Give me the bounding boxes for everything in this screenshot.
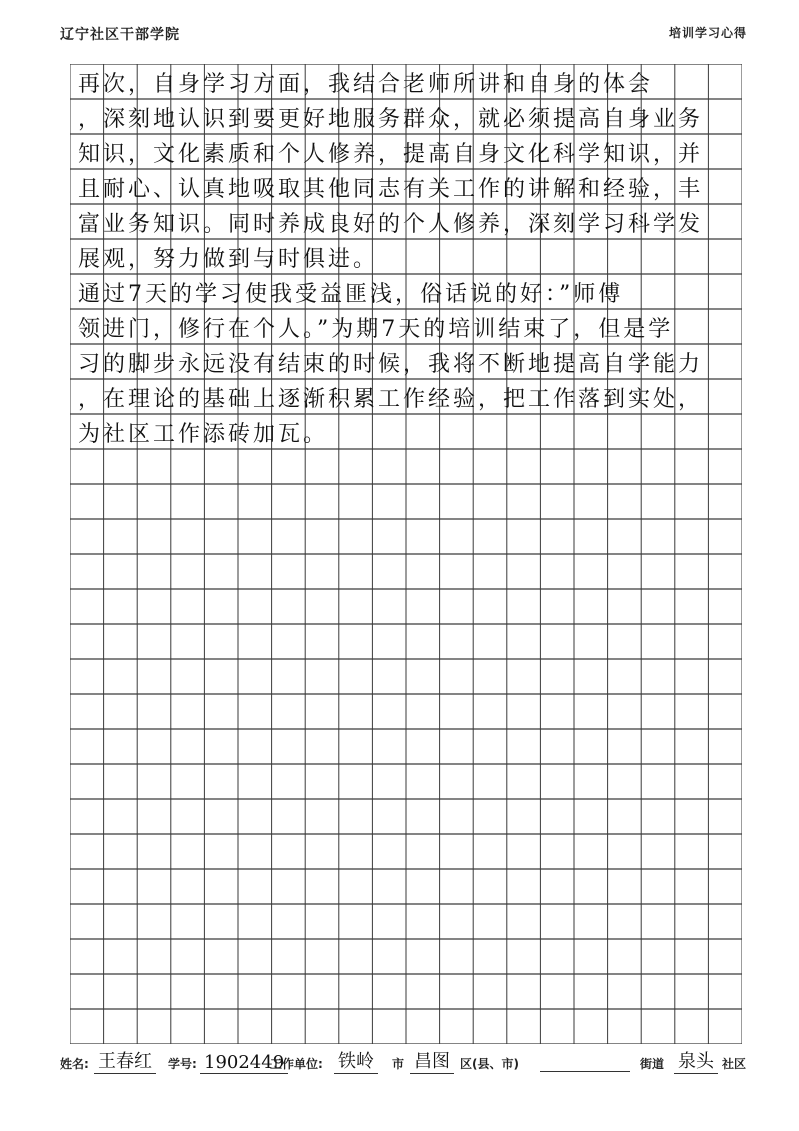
student-no-value: 1902449: [200, 1052, 288, 1074]
name-label: 姓名:: [60, 1057, 89, 1071]
essay-line: 再次，自身学习方面，我结合老师所讲和自身的体会: [78, 72, 654, 97]
essay-line: ，深刻地认识到要更好地服务群众，就必须提高自身业务: [78, 107, 704, 132]
student-no-label: 学号:: [168, 1057, 197, 1071]
footer-info: [60, 1048, 750, 1076]
street-blank: [540, 1057, 630, 1072]
community-suffix: 社区: [722, 1057, 747, 1071]
district-value: 昌图: [410, 1047, 454, 1074]
district-suffix: 区(县、市): [460, 1057, 519, 1071]
essay-line: 展观，努力做到与时俱进。: [78, 247, 379, 272]
work-unit-label: 工作单位:: [270, 1057, 323, 1071]
essay-line: 为社区工作添砖加瓦。: [78, 422, 329, 447]
essay-line: 通过7天的学习使我受益匪浅，俗话说的好：”师傅: [78, 282, 624, 307]
essay-line: 习的脚步永远没有结束的时候，我将不断地提高自学能力: [78, 352, 704, 377]
essay-line: 领进门，修行在个人。”为期7天的培训结束了，但是学: [78, 317, 674, 342]
name-value: 王春红: [94, 1047, 156, 1074]
essay-line: 且耐心、认真地吸取其他同志有关工作的讲解和经验，丰: [78, 177, 704, 202]
city-value: 铁岭: [334, 1047, 378, 1074]
essay-line: 知识，文化素质和个人修养，提高自身文化科学知识，并: [78, 142, 704, 167]
essay-line: ，在理论的基础上逐渐积累工作经验，把工作落到实处，: [78, 387, 704, 412]
community-value: 泉头: [674, 1047, 718, 1074]
city-suffix: 市: [392, 1057, 405, 1071]
document-title: 培训学习心得: [668, 26, 747, 40]
institution-name: 辽宁社区干部学院: [60, 27, 180, 43]
street-suffix: 街道: [640, 1057, 665, 1071]
essay-line: 富业务知识。同时养成良好的个人修养，深刻学习科学发: [78, 212, 704, 237]
